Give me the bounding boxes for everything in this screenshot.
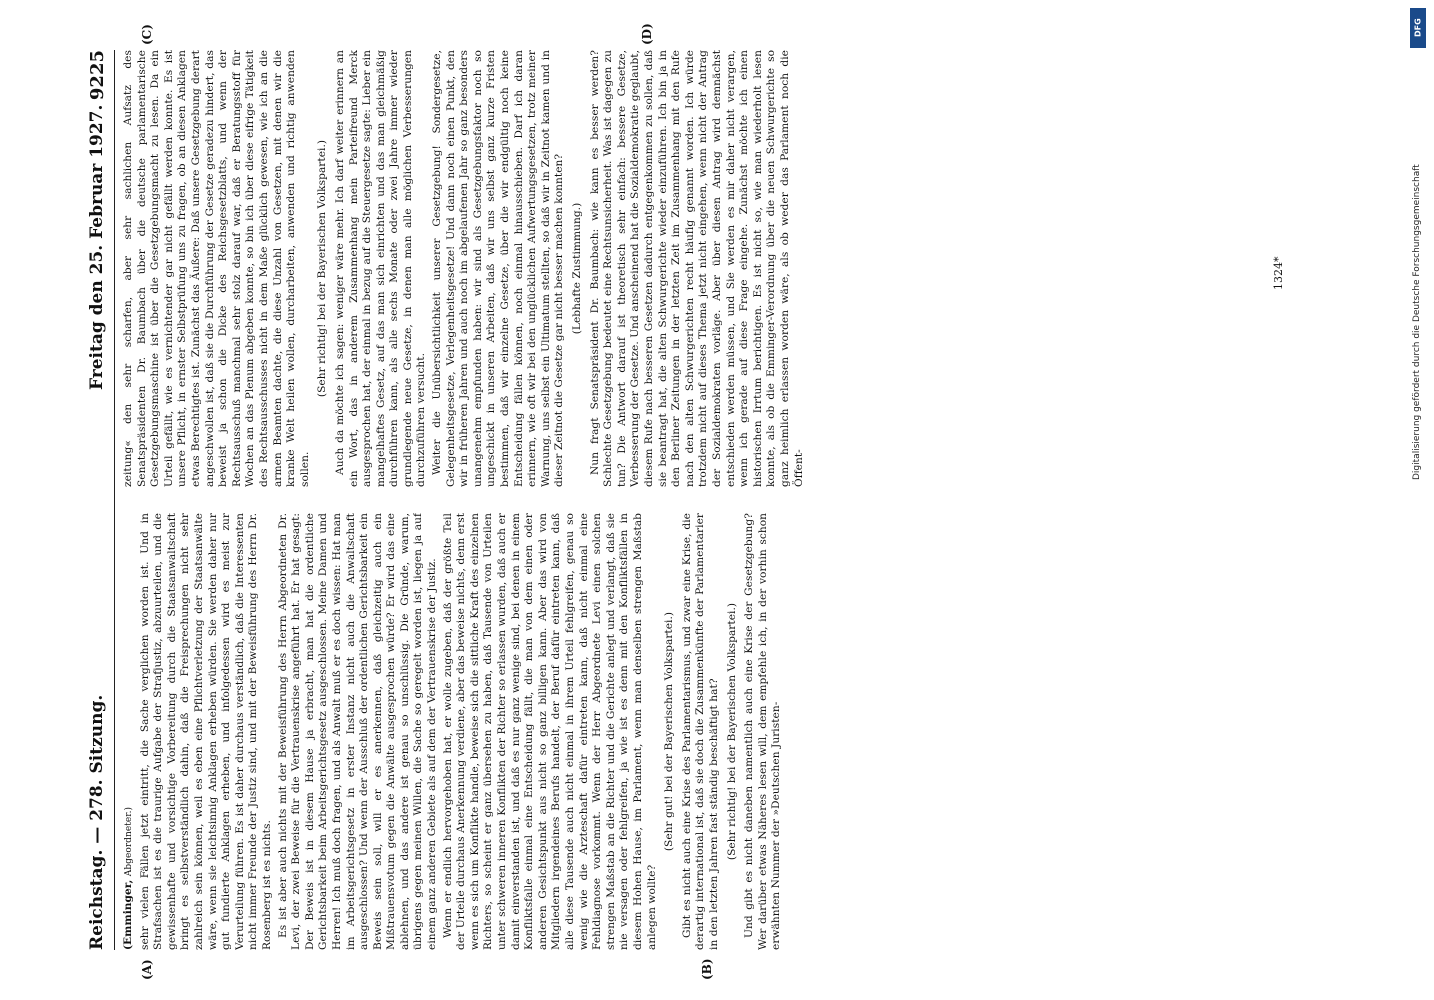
margin-mark-c: (C) [140, 24, 154, 45]
paragraph: Nun fragt Senatspräsident Dr. Baumbach: wie kann es besser werden? Schlechte Gesetzgebung bedeutet eine Rechtsunsicherheit. Was ist dagegen zu tun? Die Antwort darauf ist theoretisch sehr einfach: bessere Gesetze, Verbesserung der Gesetze. Und anscheinend hat die Sozialdemokratie geglaubt, diesem Rufe nach besseren Gesetzen dadurch entgegenkommen zu sollen, daß sie beantragt hat, die alten Schwurgerichte wieder einzuführen. Ich bin ja in den Berliner Zeitungen in der letzten Zeit im Zusammenhang mit den Rufe nach den alten Schwurgerichten recht häufig genannt worden. Ich würde trotzdem nicht auf dieses Thema jetzt nicht eingehen, wenn nicht der Antrag der Sozialdemokraten vorläge. Aber über diesen Antrag wird demnächst entschieden werden müssen, und Sie werden es mir daher nicht verargen, wenn ich gerade auf diese Frage eingehe. Zunächst möchte ich einen historischen Irrtum berichtigen. Es ist nicht so, wie man wiederholt lesen konnte, als ob die Emminger-Verordnung über die neuen Schwurgerichte so ganz heimlich erlassen worden wäre, als ob weder das Parlament noch die Öffent- [588, 50, 805, 487]
header-date: Freitag den 25. Februar 1927. [87, 104, 107, 390]
interjection: (Lebhafte Zustimmung.) [571, 202, 583, 335]
printer-signature: 1324* [1272, 256, 1285, 290]
paragraph: Wenn er endlich hervorgehoben hat, er wolle zugeben, daß der größte Teil der Urteile durchaus Anerkennung verdiene, aber das beweise nichts, denn erst wenn es sich um Konflikte handle, beweise sich die sittliche Kraft des einzelnen Richters, so scheint er ganz übersehen zu haben, daß Tausende von Urteilen unter schweren inneren Konflikten der Richter so erlassen wurden, daß auch er damit einverstanden ist, und daß es nur ganz wenige sind, bei denen in einem Konfliktsfalle einmal eine Entscheidung fällt, die man von dem einen oder anderen Gesichtspunkt aus nicht so ganz billigen kann. Aber das wird von Mitgliedern irgendeines Berufs handelt, der Beruf dafür eintreten kann, daß alle diese Tausende auch nicht einmal in ihrem Urteil fehlgreifen, genau so wenig wie die Arzteschaft dafür eintreten kann, daß nicht einmal eine Fehldiagnose vorkommt. Wenn der Herr Abgeordnete Levi einen solchen strengen Maßstab an die Richter und die Gerichte anlegt und verlangt, daß sie nie versagen oder fehlgreifen, ja wie ist es denn mit den Konfliktsfällen in diesem Hohen Hause, im Parlament, wenn man denselben strengen Maßstab anlegen wollte? [441, 513, 658, 950]
paragraph: Auch da möchte ich sagen: weniger wäre mehr. Ich darf weiter erinnern an ein Wort, das in anderem Zusammenhang mein Parteifreund Merck ausgesprochen hat, der einmal in bezug auf die Steuergesetze sagte: Lieber ein mangelhaftes Gesetz, auf das man sich einrichten und das man gleichmäßig durchführen kann, als alle sechs Monate oder zwei Jahre immer wieder grundlegende neue Gesetze, in denen man alle möglichen Verbesserungen durchzuführen versucht. [333, 50, 428, 487]
margin-mark-b: (B) [700, 958, 714, 980]
paragraph: Gibt es nicht auch eine Krise des Parlamentarismus, und zwar eine Krise, die derartig international ist, daß sie doch die Zusammenkünfte der Parlamentarier in den letzten Jahren fast ständig beschäftigt hat? [680, 513, 720, 950]
newspaper-page [80, 23, 1310, 980]
margin-mark-d: (D) [640, 23, 654, 45]
page-number: 9225 [86, 50, 108, 101]
paragraph: Und gibt es nicht daneben namentlich auch eine Krise der Gesetzgebung? Wer darüber etwas Näheres lesen will, dem empfehle ich, in der vorhin schon erwähnten Nummer der »Deutschen Juristen- [743, 513, 783, 950]
digitization-note: Digitalisierung gefördert durch die Deutsche Forschungsgemeinschaft [1412, 164, 1422, 480]
page-header [80, 50, 115, 950]
speaker-line [122, 513, 137, 950]
column-left [122, 513, 1262, 950]
text-columns [122, 50, 1262, 950]
paragraph: Es ist aber auch nichts mit der Beweisführung des Herrn Abgeordneten Dr. Levi, der zwei Beweise für die Vertrauenskrise angeführt hat. Er hat gesagt: Der Beweis ist in diesem Hause ja erbracht, man hat die ordentliche Gerichtsbarkeit beim Arbeitsgerichtsgesetz ausgeschlossen. Meine Damen und Herren! Ich muß doch fragen, und als Anwalt muß er es doch wissen: Hat man im Arbeitsgerichtsgesetz in erster Instanz nicht auch die Anwaltschaft ausgeschlossen? Und wenn der Ausschluß der ordentlichen Gerichtsbarkeit ein Beweis sein soll, will er es anerkennen, daß gleichzeitig auch ein Mißtrauensvotum gegen die Anwälte ausgesprochen würde? Er wird das eine ablehnen, und das andere ist genau so unschlüssig. Die Gründe, warum, übrigens gegen meinen Willen, die Sache so geregelt worden ist, liegen ja auf einem ganz anderen Gebiete als auf dem der Vertrauenskrise der Justiz. [276, 513, 439, 950]
interjection: (Sehr gut! bei der Bayerischen Volkspartei.) [663, 611, 676, 852]
header-left: Reichstag. — 278. Sitzung. [87, 694, 107, 950]
margin-mark-a: (A) [140, 959, 154, 980]
paragraph: zeitung« den sehr scharfen, aber sehr sachlichen Aufsatz des Senatspräsidenten Dr. Baumbach über die deutsche parlamentarische Gesetzgebungsmaschine ist über die Gesetzgebungsmacht zu lesen. Da ein Urteil gefällt, wie es vernichtender gar nicht gefällt werden konnte. Es ist unsere Pflicht, in ernster Selbstprüfung uns zu fragen, ob an diesen Anklagen etwas Berechtigtes ist. Zunächst das Äußere: Daß unsere Gesetzgebung derart angeschwollen ist, daß sie die Durchführung der Gesetze geradezu hindert, das beweist ja schon die Dicke des Reichsgesetzblatts, und wenn der Rechtsausschuß manchmal sehr stolz darauf war, daß er Beratungsstoff für Wochen an das Plenum abgeben konnte, so bin ich über diese eifrige Tätigkeit des Rechtsausschusses nicht in dem Maße glücklich gewesen, wie ich an die armen Beamten dachte, die diese Unzahl von Gesetzen, mit denen wir die kranke Welt heilen wollen, durcharbeiten, anwenden und richtig anwenden sollen. [122, 50, 311, 487]
paragraph: sehr vielen Fällen jetzt eintritt, die Sache verglichen worden ist. Und in Strafsachen ist es die traurige Aufgabe der Strafjustiz, abzuurteilen, und die gewissenhafte und vorsichtige Vorbereitung durch die Staatsanwaltschaft bringt es selbstverständlich dahin, daß die Freisprechungen nicht sehr zahlreich sein können, weil es eben eine Pflichtverletzung der Staatsanwälte wäre, wenn sie leichtsinnig Anklagen erheben würden. Sie werden daher nur gut fundierte Anklagen erheben, und infolgedessen wird es meist zur Verurteilung führen. Es ist daher durchaus verständlich, daß die Interessenten nicht immer Freunde der Justiz sind, und mit der Beweisführung des Herrn Dr. Rosenberg ist es nichts. [138, 513, 273, 950]
column-right [122, 50, 1262, 487]
interjection: (Sehr richtig! bei der Bayerischen Volkspartei.) [725, 602, 738, 861]
dfg-logo: DFG [1410, 8, 1426, 48]
speaker-role: Abgeordneter.) [124, 806, 134, 877]
paragraph: Weiter die Unübersichtlichkeit unserer Gesetzgebung! Sondergesetze, Gelegenheitsgesetze, Verlegenheitsgesetze! Und dann noch einen Punkt, den wir in früheren Jahren und auch noch im abgelaufenen Jahr so ganz besonders unangenehm empfunden haben: wir sind als Gesetzgebungsfaktor noch so ungeschickt in unseren Arbeiten, daß wir uns selbst ganz kurze Fristen bestimmen, daß wir einzelne Gesetze, über die wir endgültig noch keine Entscheidung fällen können, noch einmal hinausschieben. Darf ich daran erinnern, wie oft wir bei den unglücklichen Aufwertungsgesetzen, trotz meiner Warnung, uns selbst ein Ultimatum stellten, so daß wir in Zeitnot kamen und in dieser Zeitnot die Gesetze gar nicht besser machen konnten? [431, 50, 566, 487]
interjection: (Sehr richtig! bei der Bayerischen Volkspartei.) [316, 139, 329, 398]
speaker-name: (Emminger, [122, 879, 134, 950]
